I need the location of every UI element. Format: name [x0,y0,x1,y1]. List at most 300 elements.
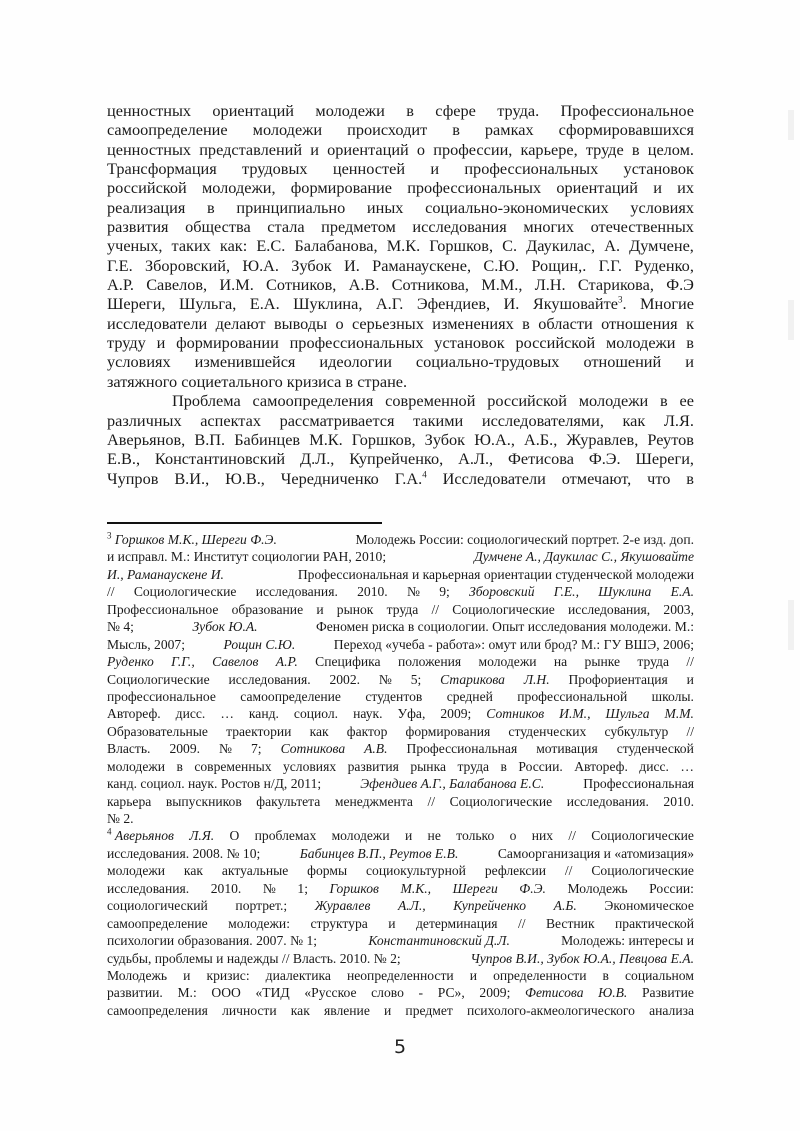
body-word: Балабанова, [294,236,378,256]
footnote-line [107,862,694,879]
body-word: принципиально [236,197,346,217]
citation-text: и [388,915,396,931]
body-word: Чупров [107,468,159,488]
citation-text: Мысль, 2007; [107,636,185,652]
footnote-line [107,566,694,583]
citation-text: исследования. [255,584,338,600]
citation-text: Переход «учеба - работа»: омут или брод? М.: ГУ ВШЭ, 2006; [333,636,694,652]
citation-author: Эфендиев А.Г., Балабанова Е.С. [360,776,545,792]
citation-author: А.Р. [275,654,298,670]
body-word: профессиональных [407,178,542,198]
body-word: А.Л., [458,449,494,469]
page-number: 5 [393,1036,407,1058]
body-word: Савелов, [146,275,208,295]
footnote-line [107,810,694,827]
citation-text: исследования. 2008. № 10; [107,845,261,861]
body-line [107,178,694,197]
citation-text: молодежи [478,654,537,670]
citation-text: труда [637,654,669,670]
citation-author: И., Раманаускене И. [107,566,224,582]
footnote-line [107,583,694,600]
footnote-line [107,740,694,757]
citation-text: Вестник [545,915,595,931]
body-word: труда. [497,101,540,120]
body-line [107,449,694,468]
body-word: отмечают, [561,468,632,488]
body-word: Г.Г. [598,255,622,275]
citation-author: М.М. [664,706,694,722]
body-word: А.Г. [375,294,404,314]
footnotes [107,531,694,1019]
body-word: Даукилас, [526,236,596,256]
citation-text: молодежи: [228,915,290,931]
body-word: Аверьянов, [107,429,186,449]
body-word: и [653,178,662,198]
footnote-line [107,688,694,705]
citation-text: канд. [248,706,279,722]
citation-text: Социологические [591,863,694,879]
body-line [107,430,694,449]
body-line [107,469,694,488]
footnote-line [107,915,694,932]
citation-text: Власть. [107,741,151,757]
citation-author: Шереги [452,880,498,896]
citation-text: профессиональное [107,688,216,704]
citation-author: Аверьянов [114,828,174,844]
citation-text: Профессиональная [406,741,518,757]
body-word: и [685,352,694,372]
body-word: Руденко, [634,255,694,275]
body-word: ученых, [107,236,163,256]
citation-text: формы [307,863,348,879]
body-word: И. [344,255,360,275]
citation-text: Уфа, [397,706,426,722]
body-word: Шуклина, [293,294,363,314]
body-line [107,198,694,217]
citation-text: Молодежь России: социологический портрет. 2-е изд. доп. [355,532,694,547]
citation-text: // [568,828,576,844]
citation-author: Старикова [440,671,505,687]
scan-bleed-mark [788,600,794,650]
citation-text: России: [649,880,694,896]
body-word: Ю.В., [225,468,265,488]
body-line [107,101,694,120]
citation-text: Специфика [315,654,381,670]
citation-author: А.В. [364,741,388,757]
body-word: отечественных [590,217,694,237]
body-line [107,314,694,333]
citation-text: Молодежь [567,880,628,896]
body-word: И.М. [219,275,254,295]
citation-text: 5; [410,671,422,687]
citation-text: положения [397,654,462,670]
citation-text: диалектика [265,967,331,983]
citation-text: актуальные [221,863,289,879]
citation-author: Рощин С.Ю. [223,636,296,652]
citation-author: Ю.В. [598,985,628,1001]
citation-text: Феномен риска в социологии. Опыт исследования молодежи. М.: [316,619,694,635]
citation-text: школы. [651,688,694,704]
citation-text: № [378,671,392,687]
citation-author: Бабинцев В.П., Реутов Е.В. [299,845,459,861]
body-word: молодежи, [201,178,276,198]
footnote-line [107,531,694,548]
citation-text: - [418,985,424,1001]
body-line [107,120,694,139]
citation-text: № [262,880,276,896]
citation-text: социологический [107,898,208,914]
body-word: Исследователи [442,468,546,488]
citation-text: проблемах [254,828,317,844]
body-word: В.И., [174,468,210,488]
body-word: профессиональных [464,159,599,179]
citation-text: Профессиональная и карьерная ориентации студенческой молодежи [297,566,694,582]
citation-text: Автореф. [107,706,161,722]
body-word: российской [107,178,187,198]
body-word: затяжного социетального кризиса в стране. [107,371,408,391]
body-word: Ю.А. [242,255,279,275]
body-word: Профессиональное [560,101,694,120]
body-word: М.К. [386,236,421,256]
citation-text: самоопределения личности как явление и предмет психолого-акмеологического анализа [107,1002,694,1018]
body-word: исследователями, [481,410,604,430]
body-word: ценностных представлений и ориентаций о профессии, карьере, труде в целом. [107,139,694,159]
citation-text: о [509,828,517,844]
citation-author: А.Б. [553,898,577,914]
citation-author: Шуклина [598,584,652,600]
body-word: исследователи делают выводы о серьезных изменениях в области отношения к [107,313,694,333]
body-word: Думчене, [629,236,694,256]
citation-author: М.К., [400,880,432,896]
body-line [107,140,694,159]
citation-author: Чупров В.И., Зубок Ю.А., Певцова Е.А. [470,950,694,966]
footnote-ref[interactable]: 4 [422,469,427,480]
citation-text: Самоорганизация и «атомизация» [497,845,694,861]
citation-text: социол. [293,706,339,722]
footnote-line [107,618,694,635]
citation-text: и [404,828,413,844]
citation-text: Социологические [107,671,210,687]
punctuation: . [622,294,627,314]
body-word: Г.Е. [107,255,133,275]
citation-text: Профориентация [568,671,668,687]
body-word: Горшков, [351,429,416,449]
body-word: что [647,468,671,488]
citation-text: 9; [439,584,450,600]
body-word: условиях [630,197,694,217]
citation-text: 1; [297,880,308,896]
body-word: как: [219,236,248,256]
footnote-line [107,775,694,792]
body-word: развития [107,217,169,237]
body-word: ориентаций [556,178,638,198]
body-word: Зубок [291,255,332,275]
body-word: Чередниченко [280,468,379,488]
citation-text: Экономическое [604,898,694,914]
citation-text: практической [615,915,694,931]
body-word: Купрейченко, [349,449,444,469]
word-with-footnote-ref [533,294,627,313]
citation-text: исследования. [228,671,311,687]
citation-text: 7; [251,741,262,757]
body-word: в [686,468,694,488]
footnote-line [107,897,694,914]
citation-author: И.М., [559,706,591,722]
body-line [107,391,694,410]
citation-text: развитии. [107,985,163,1001]
citation-text: 2009. [169,741,201,757]
body-word: Константиновский [154,449,286,469]
citation-text: самоопределение [240,688,341,704]
citation-text: № 4; [107,619,134,635]
footnote-line [107,932,694,949]
footnote-start [107,531,277,548]
body-line [107,372,694,391]
citation-text: судьбы, проблемы и надежды // Власть. 2010. № 2; [107,950,401,966]
citation-author: Е.А. [670,584,694,600]
citation-text: канд. социол. наук. Ростов н/Д, 2011; [107,776,322,792]
body-word: отношений [583,352,662,372]
body-word: различных [107,410,182,430]
citation-text: молодежи [107,863,166,879]
citation-text: на [553,654,568,670]
citation-text: 2009; [479,985,511,1001]
citation-text: только [456,828,495,844]
body-word: и [430,159,440,179]
footnote-line [107,827,694,844]
body-word: Сотников, [266,275,337,295]
citation-text: слово [371,985,404,1001]
body-word: предметом [321,217,396,237]
body-word: рассматривается [279,410,395,430]
body-word: рамках [484,120,534,140]
body-word: Сотникова, [391,275,469,295]
body-word: Г.А. [394,468,423,488]
citation-text: студентов [365,688,423,704]
footnote-number: 3 [107,530,112,541]
body-line [107,275,694,294]
body-word: Е.В., [107,449,141,469]
citation-text: исследования. [107,880,190,896]
citation-text: социокультурной [366,863,466,879]
citation-text: в [602,967,609,983]
footnote-line [107,880,694,897]
body-word: Рощин,. [531,255,587,275]
body-word: Л.Я. [663,410,694,430]
body-word: таких [171,236,211,256]
footnote-line [107,793,694,810]
body-word: социально-трудовых [415,352,560,372]
citation-text: карьера выпускников факультета менеджмента // Социологические исследования. 2010. [107,793,694,809]
body-word: Шереги, [635,449,694,469]
body-line [107,217,694,236]
body-word: как [622,410,646,430]
citation-text: Образовательные траектории как фактор формирования студенческих субкультур // [107,723,694,739]
footnote-line [107,758,694,775]
citation-text: как [183,863,203,879]
body-word: И. [503,294,520,314]
citation-text: рефлексии [484,863,546,879]
body-word: Л.Н. [534,275,566,295]
citation-author: Горшков [329,880,379,896]
citation-text: № [406,584,420,600]
footnote-line [107,984,694,1001]
citation-author: Савелов [212,654,259,670]
body-word: стала [267,217,305,237]
citation-text: Профессиональная [583,776,694,792]
body-word: многих [523,217,575,237]
body-word: общества [185,217,251,237]
body-line [107,411,694,430]
body-word: труду и формировании профессиональных установок российской молодежи в [107,333,694,353]
citation-author: Г.Г., [171,654,195,670]
citation-text: Развитие [641,985,694,1001]
footnote-ref[interactable]: 3 [617,295,623,306]
body-word: молодежи [252,120,323,140]
footnote-line [107,548,694,565]
body-word: изменившейся [194,352,296,372]
citation-text: и [469,967,478,983]
body-word: А.Р. [107,275,134,295]
word-with-footnote-ref [395,469,427,488]
body-word: иных [366,197,404,217]
body-word: Фетисова [508,449,574,469]
citation-text: и [183,967,191,983]
body-word: М.К. [309,429,343,449]
citation-text: кризис: [206,967,250,983]
citation-text: … [220,706,234,722]
body-word: Е.С. [256,236,286,256]
citation-text: М.: [177,985,197,1001]
body-word: Журавлев, [566,429,639,449]
citation-author: Л.Н. [523,671,550,687]
body-word: идеологии [319,352,392,372]
body-word: ориентаций [212,101,295,120]
footnote-number: 4 [107,826,112,837]
citation-text: // [107,584,115,600]
body-word: Ф.Э. [588,449,621,469]
body-word: Якушовайте [532,294,618,314]
body-word: Раманаускене, [372,255,472,275]
footnote-line [107,950,694,967]
citation-text: портрет.; [235,898,288,914]
citation-author: Купрейченко [453,898,527,914]
citation-text: // [686,654,694,670]
footnote-line [107,671,694,688]
body-word: молодежи [315,101,385,120]
citation-text: № 2. [107,811,134,826]
citation-text: студенческой [616,741,694,757]
body-word: В.П. [194,429,226,449]
citation-text: социальном [625,967,694,983]
citation-author: Горшков М.К., Шереги Ф.Э. [114,532,277,547]
main-body-text [107,101,694,488]
citation-text: «ТИД [255,985,290,1001]
body-word: Трансформация [107,159,217,179]
body-word: Старикова, [577,275,654,295]
body-word: в [452,120,460,140]
citation-text: Молодежь [107,967,168,983]
body-word: формирование [290,178,392,198]
citation-text: Социологические [591,828,694,844]
body-word: Ф.Э [666,275,694,295]
citation-text: и [686,671,694,687]
citation-text: психологии образования. 2007. № 1; [107,933,318,949]
citation-author: Ф.Э. [519,880,546,896]
scan-bleed-mark [788,300,794,340]
citation-text: Профессиональное образование и рынок труда // Социологические исследования, 2003, [107,601,694,617]
citation-text: не [427,828,441,844]
citation-text: Молодежь: интересы и [561,933,694,949]
body-word: установок [623,159,694,179]
body-word: аспектах [200,410,261,430]
citation-text: ООО [211,985,241,1001]
citation-author: Зубок Ю.А. [192,619,258,635]
body-word: ценностных [107,101,192,120]
body-word: их [677,178,694,198]
citation-author: Г.Е., [553,584,579,600]
body-word: социально-экономических [425,197,609,217]
citation-author: Л.Я. [189,828,215,844]
footnote-line [107,653,694,670]
body-word: А.Б., [523,429,558,449]
citation-text: них [531,828,554,844]
citation-text: Социологические [133,584,237,600]
body-word: Бабинцев [234,429,301,449]
citation-text: РС», [437,985,465,1001]
footnote-line [107,1002,694,1019]
body-word: условиях [107,352,171,372]
body-word: Шульга, [178,294,237,314]
body-line [107,294,694,313]
footnote-line [107,845,694,862]
citation-text: средней [446,688,493,704]
footnote-line [107,705,694,722]
citation-text: № [219,741,233,757]
citation-text: детерминация [416,915,498,931]
body-word: Проблема самоопределения современной российской молодежи в ее [172,391,694,411]
scan-bleed-mark [788,110,794,140]
citation-author: Константиновский Д.Л. [368,933,510,949]
citation-text: и исправл. М.: Институт социологии РАН, 2010; [107,549,387,565]
body-word: С.Ю. [483,255,520,275]
footnote-line [107,601,694,618]
body-word: Зубок [424,429,466,449]
citation-author: Журавлев [314,898,371,914]
body-line [107,159,694,178]
citation-text: мотивация [536,741,598,757]
footnote-start [107,827,174,844]
body-word: сформировавшихся [558,120,694,140]
body-word: Многие [640,294,694,314]
citation-text: дисс. [175,706,206,722]
body-word: происходит [347,120,428,140]
footnote-line [107,636,694,653]
body-word: Эфендиев, [416,294,491,314]
body-line [107,333,694,352]
body-word: Реутов [647,429,694,449]
body-word: Зборовский, [144,255,231,275]
footnote-line [107,967,694,984]
body-line [107,256,694,275]
body-word: трудовых [242,159,308,179]
citation-text: определенности [493,967,587,983]
citation-author: Руденко [107,654,154,670]
citation-author: Шульга [605,706,650,722]
body-line [107,236,694,255]
body-word: сфере [435,101,476,120]
citation-author: А.Л., [397,898,426,914]
